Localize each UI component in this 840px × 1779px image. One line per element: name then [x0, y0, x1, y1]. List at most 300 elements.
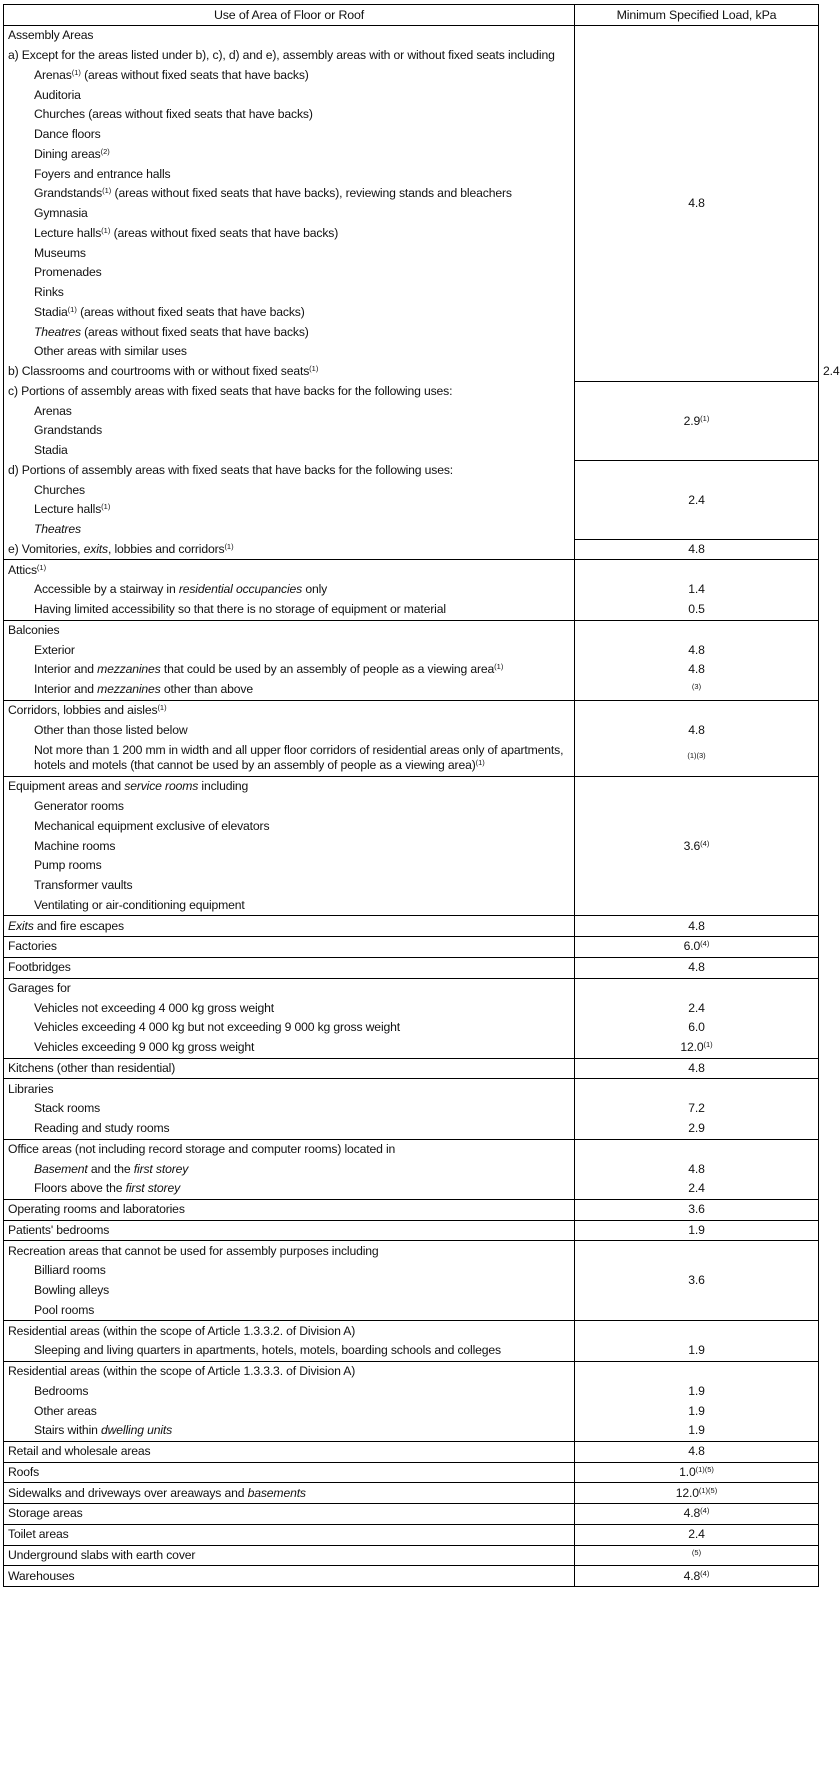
footnote-ref: (1): [101, 502, 111, 512]
table-body: [4, 26, 840, 1587]
use-text: Assembly Areas: [8, 28, 94, 43]
footnote-ref: (1): [102, 186, 112, 196]
use-of-area-cell: [4, 342, 575, 362]
minimum-load-cell: [575, 1220, 819, 1241]
use-of-area-cell: [4, 876, 575, 896]
load-value: 1.9: [688, 1222, 705, 1237]
use-text: Floors above the: [34, 1181, 126, 1196]
defined-term: residential occupancies: [178, 582, 303, 597]
use-text: Other areas with similar uses: [34, 344, 187, 359]
use-text: Machine rooms: [34, 838, 116, 853]
table-group-row: [4, 1058, 819, 1079]
load-footnote-ref: (4): [700, 939, 710, 949]
use-of-area-cell: [4, 164, 575, 184]
minimum-load-cell: [575, 640, 819, 660]
use-of-area-cell: [4, 916, 575, 937]
use-text: and the: [87, 1161, 134, 1176]
load-value: 1.9: [688, 1423, 705, 1438]
load-value: 4.8: [688, 1060, 705, 1075]
use-of-area-cell: [4, 1382, 575, 1402]
minimum-load-cell: [575, 560, 819, 580]
table-group-row: [4, 777, 819, 797]
use-text: only: [302, 582, 328, 597]
footnote-ref: (1): [494, 662, 504, 672]
use-text: Churches: [34, 482, 85, 497]
table-row: [4, 740, 819, 777]
use-text: Retail and wholesale areas: [8, 1444, 151, 1459]
use-text: Attics: [8, 562, 37, 577]
footnote-ref: (1): [224, 541, 234, 551]
use-of-area-cell: [4, 1058, 575, 1079]
use-of-area-cell: [4, 362, 575, 382]
use-of-area-cell: [4, 1261, 575, 1281]
use-of-area-cell: [4, 1281, 575, 1301]
table-group-row: [4, 1524, 819, 1545]
minimum-load-cell: [575, 1099, 819, 1119]
use-text: Rinks: [34, 285, 64, 300]
use-of-area-cell: [4, 1341, 575, 1361]
use-of-area-cell: [4, 204, 575, 224]
use-of-area-cell: [4, 145, 575, 165]
footnote-ref: (1): [36, 562, 47, 572]
table-row: [4, 540, 819, 560]
use-text: Not more than 1 200 mm in width and all upper floor corridors of residential areas only of apartments, hotels and motels (that cannot be used by an assembly of people as a viewing area): [34, 743, 564, 772]
use-text: Residential areas (within the scope of Article 1.3.3.3. of Division A): [8, 1364, 356, 1379]
load-value: 1.9: [688, 1343, 705, 1358]
use-of-area-cell: [4, 740, 575, 777]
load-value: 4.8: [688, 1161, 705, 1176]
use-of-area-cell: [4, 896, 575, 916]
load-value: 2.4: [688, 1527, 705, 1542]
use-of-area-cell: [4, 540, 575, 560]
load-value: 2.4: [688, 1000, 705, 1015]
use-of-area-cell: [4, 720, 575, 740]
load-footnote-ref: (4): [700, 1506, 710, 1516]
minimum-load-cell: [575, 600, 819, 620]
minimum-load-cell: [575, 1018, 819, 1038]
use-text: Ventilating or air-conditioning equipment: [34, 897, 245, 912]
load-value: 2.4: [688, 492, 705, 507]
table-row: [4, 1159, 819, 1179]
minimum-load-cell: [575, 1382, 819, 1402]
use-of-area-cell: [4, 1421, 575, 1441]
table-group-row: [4, 1361, 819, 1381]
minimum-load-cell: [575, 777, 819, 916]
use-of-area-cell: [4, 937, 575, 958]
use-text: , lobbies and corridors: [107, 541, 225, 556]
minimum-load-cell: [575, 1441, 819, 1462]
table-group-row: [4, 1566, 819, 1587]
use-text: Corridors, lobbies and aisles: [8, 702, 158, 717]
use-of-area-cell: [4, 263, 575, 283]
use-text: Residential areas (within the scope of Article 1.3.3.2. of Division A): [8, 1323, 356, 1338]
use-text: Lecture halls: [34, 502, 102, 517]
use-text: that could be used by an assembly of people as a viewing area: [160, 662, 495, 677]
load-footnote-ref: (1)(5): [695, 1464, 714, 1474]
load-value: 4.8: [688, 722, 705, 737]
use-text: Bedrooms: [34, 1383, 89, 1398]
use-of-area-cell: [4, 500, 575, 520]
minimum-load-cell: [575, 1139, 819, 1159]
minimum-load-cell: [575, 620, 819, 640]
defined-term: mezzanines: [97, 682, 161, 697]
use-of-area-cell: [4, 1018, 575, 1038]
minimum-load-cell: [575, 1079, 819, 1099]
use-of-area-cell: [4, 243, 575, 263]
use-text: Promenades: [34, 265, 102, 280]
use-text: Pump rooms: [34, 858, 102, 873]
load-value: 3.6: [688, 1273, 705, 1288]
load-value: 2.9: [683, 413, 701, 428]
table-group-row: [4, 1199, 819, 1220]
use-text: Libraries: [8, 1081, 54, 1096]
use-text: Churches (areas without fixed seats that have backs): [34, 107, 313, 122]
table-row: [4, 1401, 819, 1421]
load-value: 6.0: [683, 939, 701, 954]
minimum-load-cell: [575, 1462, 819, 1483]
use-text: Footbridges: [8, 960, 71, 975]
use-of-area-cell: [4, 520, 575, 540]
load-value: 4.8: [688, 960, 705, 975]
table-group-row: [4, 937, 819, 958]
load-column-header: Minimum Specified Load, kPa: [575, 5, 819, 26]
minimum-load-cell: [575, 1241, 819, 1321]
defined-term: first storey: [133, 1161, 189, 1176]
load-value: 4.8: [688, 662, 705, 677]
use-text: e) Vomitories,: [8, 541, 84, 556]
load-value: 0.5: [688, 602, 705, 617]
use-text: (areas without fixed seats that have backs), reviewing stands and bleachers: [111, 186, 512, 201]
use-of-area-cell: [4, 620, 575, 640]
use-of-area-cell: [4, 421, 575, 441]
use-of-area-cell: [4, 1524, 575, 1545]
load-footnote-ref: (5): [691, 1547, 702, 1557]
use-text: Arenas: [34, 403, 72, 418]
use-of-area-cell: [4, 1079, 575, 1099]
use-of-area-cell: [4, 580, 575, 600]
table-row: [4, 1179, 819, 1199]
use-of-area-cell: [4, 1321, 575, 1341]
use-text: including: [198, 779, 249, 794]
minimum-load-cell: [575, 700, 819, 720]
minimum-load-cell: [575, 998, 819, 1018]
use-text: Grandstands: [34, 423, 103, 438]
use-of-area-cell: [4, 461, 575, 481]
defined-term: service rooms: [124, 779, 199, 794]
load-value: 4.8: [683, 1568, 701, 1583]
use-of-area-cell: [4, 125, 575, 145]
use-text: Storage areas: [8, 1506, 83, 1521]
use-of-area-cell: [4, 957, 575, 978]
table-group-row: [4, 1321, 819, 1341]
load-value: 1.4: [688, 582, 705, 597]
minimum-load-cell: [575, 1524, 819, 1545]
minimum-load-cell: [575, 1483, 819, 1504]
load-value: 1.9: [688, 1403, 705, 1418]
minimum-load-cell: [575, 1504, 819, 1525]
minimum-load-cell: [575, 1566, 819, 1587]
use-text: Other areas: [34, 1403, 97, 1418]
load-value: 2.4: [688, 1181, 705, 1196]
defined-term: Basement: [34, 1161, 88, 1176]
use-of-area-cell: [4, 856, 575, 876]
table-group-row: [4, 560, 819, 580]
load-value: 12.0: [680, 1040, 704, 1055]
use-text: Billiard rooms: [34, 1263, 106, 1278]
minimum-load-cell: [575, 937, 819, 958]
load-value: 3.6: [688, 1202, 705, 1217]
use-text: (areas without fixed seats that have backs): [80, 324, 309, 339]
defined-term: mezzanines: [97, 662, 161, 677]
minimum-load-cell: [575, 580, 819, 600]
use-text: other than above: [160, 682, 253, 697]
use-text: Equipment areas and: [8, 779, 125, 794]
defined-term: Theatres: [34, 324, 81, 339]
use-text: Foyers and entrance halls: [34, 166, 171, 181]
table-group-row: [4, 916, 819, 937]
use-text: Recreation areas that cannot be used for assembly purposes including: [8, 1243, 379, 1258]
use-text: Dance floors: [34, 127, 101, 142]
table-row: [4, 998, 819, 1018]
use-text: Sleeping and living quarters in apartments, hotels, motels, boarding schools and colleges: [34, 1343, 501, 1358]
use-text: Reading and study rooms: [34, 1121, 170, 1136]
table-row: [4, 461, 819, 481]
table-row: [4, 660, 819, 680]
use-of-area-cell: [4, 1139, 575, 1159]
use-of-area-cell: [4, 1301, 575, 1321]
table-row: [4, 1341, 819, 1361]
load-value: 4.8: [688, 918, 705, 933]
load-footnote-ref: (1): [703, 1040, 713, 1050]
load-footnote-ref: (4): [700, 838, 710, 848]
table-row: [4, 580, 819, 600]
use-of-area-cell: [4, 817, 575, 837]
table-row: [4, 382, 819, 402]
minimum-load-cell: [575, 461, 819, 540]
table-row: [4, 1018, 819, 1038]
table-group-row: [4, 978, 819, 998]
use-text: Stadia: [34, 304, 68, 319]
use-text: a) Except for the areas listed under b), c), d) and e), assembly areas with or without fixed seats including: [8, 48, 555, 63]
load-footnote-ref: (3): [691, 682, 702, 692]
use-text: Office areas (not including record storage and computer rooms) located in: [8, 1141, 396, 1156]
use-of-area-cell: [4, 1159, 575, 1179]
defined-term: first storey: [125, 1181, 181, 1196]
table-row: [4, 1038, 819, 1058]
use-of-area-cell: [4, 441, 575, 461]
use-column-header: Use of Area of Floor or Roof: [4, 5, 575, 26]
load-value: 12.0: [675, 1485, 699, 1500]
use-text: Operating rooms and laboratories: [8, 1202, 185, 1217]
use-text: c) Portions of assembly areas with fixed seats that have backs for the following uses:: [8, 383, 453, 398]
minimum-load-cell: [575, 720, 819, 740]
use-text: b) Classrooms and courtrooms with or without fixed seats: [8, 364, 310, 379]
defined-term: Exits: [8, 918, 34, 933]
minimum-load-cell: [575, 1159, 819, 1179]
use-text: Garages for: [8, 980, 71, 995]
minimum-load-cell: [575, 540, 819, 560]
minimum-load-cell: [575, 1179, 819, 1199]
use-text: Interior and: [34, 682, 98, 697]
table-row: [4, 1382, 819, 1402]
table-group-row: [4, 1504, 819, 1525]
table-group-row: [4, 1139, 819, 1159]
use-of-area-cell: [4, 640, 575, 660]
minimum-load-cell: [575, 1401, 819, 1421]
table-group-row: [4, 700, 819, 720]
minimum-load-cell: [575, 1545, 819, 1566]
use-of-area-cell: [4, 1038, 575, 1058]
use-of-area-cell: [4, 797, 575, 817]
use-of-area-cell: [4, 66, 575, 86]
use-of-area-cell: [4, 600, 575, 620]
use-of-area-cell: [4, 660, 575, 680]
use-of-area-cell: [4, 777, 575, 797]
defined-term: basements: [247, 1485, 306, 1500]
use-text: Gymnasia: [34, 206, 88, 221]
minimum-load-cell: [575, 1119, 819, 1139]
table-group-row: [4, 1545, 819, 1566]
use-of-area-cell: [4, 283, 575, 303]
use-text: Vehicles exceeding 9 000 kg gross weight: [34, 1040, 255, 1055]
minimum-load-cell: [575, 740, 819, 777]
use-text: Having limited accessibility so that there is no storage of equipment or material: [34, 602, 446, 617]
use-of-area-cell: [4, 1462, 575, 1483]
use-text: (areas without fixed seats that have backs): [76, 304, 305, 319]
load-value: 4.8: [688, 642, 705, 657]
load-value: 4.8: [688, 542, 705, 557]
use-text: Other than those listed below: [34, 722, 188, 737]
use-text: Dining areas: [34, 146, 101, 161]
table-group-row: [4, 1079, 819, 1099]
minimum-specified-loads-table: [3, 4, 840, 1587]
table-group-row: [4, 1241, 819, 1261]
use-text: Pool rooms: [34, 1302, 95, 1317]
table-row: [4, 1099, 819, 1119]
use-of-area-cell: [4, 322, 575, 342]
footnote-ref: (1): [67, 304, 77, 314]
use-text: Factories: [8, 939, 57, 954]
use-text: Stairs within: [34, 1423, 101, 1438]
use-text: and fire escapes: [33, 918, 124, 933]
use-text: Transformer vaults: [34, 878, 133, 893]
minimum-load-cell: [575, 1038, 819, 1058]
table-row: [4, 640, 819, 660]
use-text: Mechanical equipment exclusive of elevators: [34, 818, 270, 833]
use-text: Stack rooms: [34, 1101, 101, 1116]
minimum-load-cell: [575, 1321, 819, 1341]
table-header-row: [4, 5, 819, 26]
table-row: [4, 1421, 819, 1441]
use-text: Accessible by a stairway in: [34, 582, 179, 597]
minimum-load-cell: [575, 1361, 819, 1381]
use-text: Grandstands: [34, 186, 103, 201]
use-of-area-cell: [4, 1401, 575, 1421]
load-value: 3.6: [683, 838, 701, 853]
use-of-area-cell: [4, 85, 575, 105]
table-row: [4, 680, 819, 700]
load-footnote-ref: (1): [700, 413, 710, 423]
use-text: Underground slabs with earth cover: [8, 1547, 196, 1562]
defined-term: dwelling units: [101, 1423, 173, 1438]
use-text: Roofs: [8, 1464, 40, 1479]
use-of-area-cell: [4, 1099, 575, 1119]
minimum-load-cell: [575, 680, 819, 700]
use-of-area-cell: [4, 1199, 575, 1220]
use-of-area-cell: [4, 303, 575, 323]
minimum-load-cell: [575, 26, 819, 382]
use-text: d) Portions of assembly areas with fixed seats that have backs for the following uses:: [8, 462, 454, 477]
use-text: Balconies: [8, 622, 60, 637]
use-of-area-cell: [4, 836, 575, 856]
use-text: Vehicles exceeding 4 000 kg but not exceeding 9 000 kg gross weight: [34, 1020, 400, 1035]
defined-term: Theatres: [34, 522, 81, 537]
load-value: 1.0: [679, 1464, 696, 1479]
use-of-area-cell: [4, 1483, 575, 1504]
footnote-ref: (1): [157, 702, 167, 712]
table-row: [4, 720, 819, 740]
use-of-area-cell: [4, 1545, 575, 1566]
use-of-area-cell: [4, 998, 575, 1018]
table-group-row: [4, 1220, 819, 1241]
use-of-area-cell: [4, 700, 575, 720]
footnote-ref: (1): [309, 364, 319, 374]
use-of-area-cell: [4, 1220, 575, 1241]
use-of-area-cell: [4, 1361, 575, 1381]
use-of-area-cell: [4, 680, 575, 700]
use-of-area-cell: [4, 480, 575, 500]
load-value: 1.9: [688, 1383, 705, 1398]
footnote-ref: (2): [100, 146, 110, 156]
defined-term: exits: [83, 541, 108, 556]
minimum-load-cell: [575, 1421, 819, 1441]
use-text: (areas without fixed seats that have backs): [80, 67, 309, 82]
table-row: [4, 600, 819, 620]
load-footnote-ref: (1)(5): [698, 1485, 718, 1495]
use-of-area-cell: [4, 1441, 575, 1462]
load-value: 4.8: [688, 196, 705, 210]
use-text: (areas without fixed seats that have backs): [110, 225, 339, 240]
use-text: Warehouses: [8, 1568, 75, 1583]
use-text: Sidewalks and driveways over areaways and: [8, 1485, 248, 1500]
use-of-area-cell: [4, 26, 575, 46]
footnote-ref: (1): [101, 225, 111, 235]
minimum-load-cell: [575, 1199, 819, 1220]
use-of-area-cell: [4, 1179, 575, 1199]
table-group-row: [4, 1441, 819, 1462]
use-text: Arenas: [34, 67, 72, 82]
use-of-area-cell: [4, 1504, 575, 1525]
use-text: Lecture halls: [34, 225, 102, 240]
table-row: [4, 1119, 819, 1139]
table-group-row: [4, 1483, 819, 1504]
minimum-load-cell: [575, 957, 819, 978]
use-of-area-cell: [4, 1241, 575, 1261]
use-text: Exterior: [34, 642, 75, 657]
use-of-area-cell: [4, 184, 575, 204]
use-text: Vehicles not exceeding 4 000 kg gross weight: [34, 1000, 275, 1015]
use-text: Museums: [34, 245, 86, 260]
use-of-area-cell: [4, 978, 575, 998]
load-footnote-ref: (1)(3): [687, 750, 706, 760]
use-of-area-cell: [4, 46, 575, 66]
load-value: 4.8: [683, 1506, 701, 1521]
use-of-area-cell: [4, 382, 575, 402]
use-of-area-cell: [4, 560, 575, 580]
use-text: Bowling alleys: [34, 1283, 110, 1298]
load-footnote-ref: (4): [700, 1568, 710, 1578]
use-text: Toilet areas: [8, 1527, 69, 1542]
